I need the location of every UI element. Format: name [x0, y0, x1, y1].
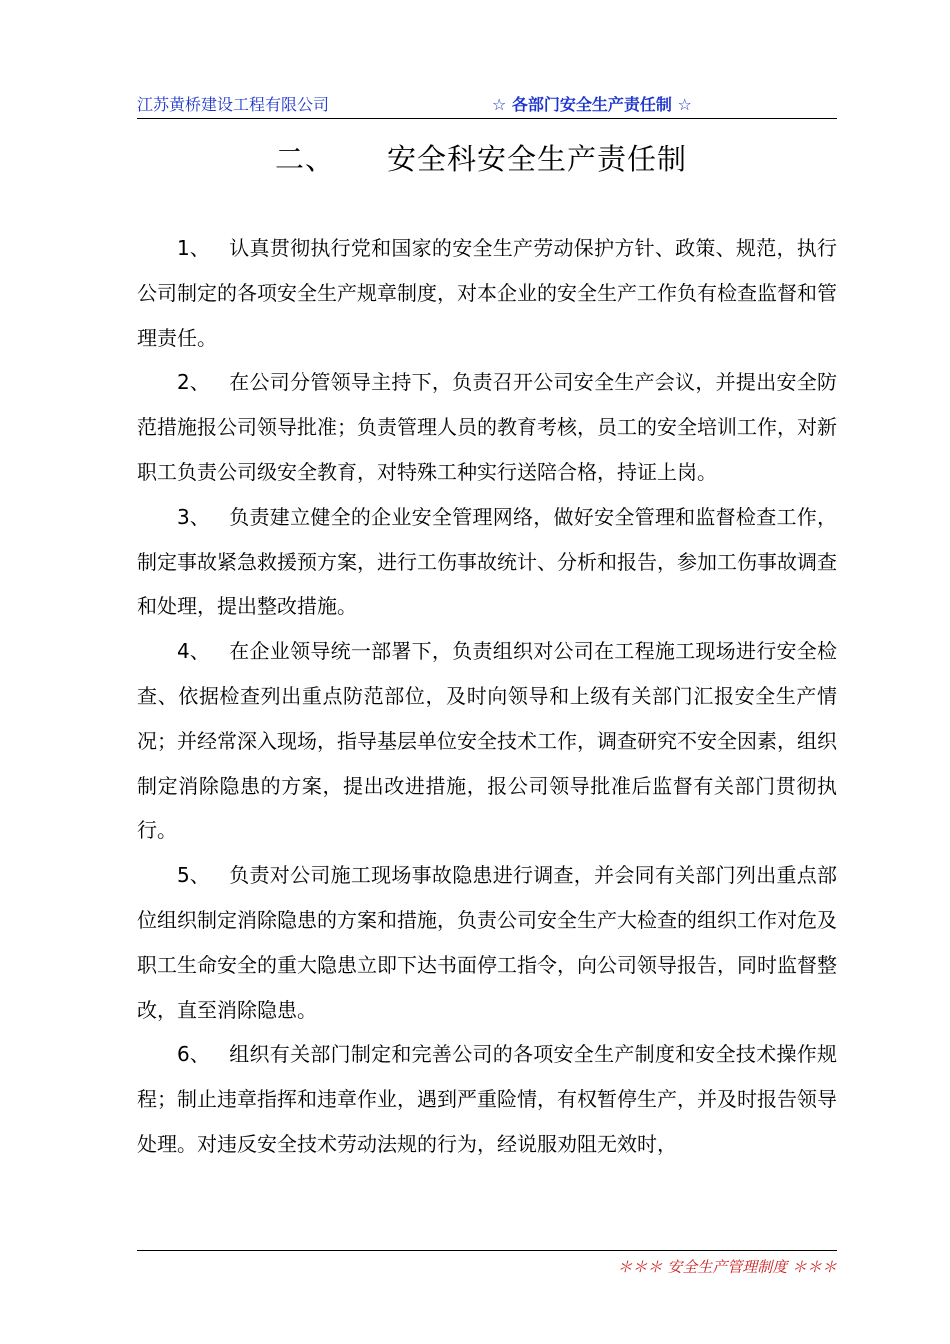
page-header: [137, 88, 837, 119]
section-title-text: 安全科安全生产责任制: [387, 142, 688, 176]
section-number: 二、: [275, 142, 336, 176]
paragraph-2: [137, 360, 837, 494]
header-company-name: 江苏黄桥建设工程有限公司: [137, 95, 330, 114]
paragraph-number: 5、: [177, 863, 210, 888]
paragraph-1: [137, 226, 837, 360]
paragraph-number: 2、: [177, 370, 210, 395]
paragraph-number: 1、: [177, 236, 210, 260]
paragraph-text: 在公司分管领导主持下，负责召开公司安全生产会议，并提出安全防范措施报公司领导批准；负责管理人员的教育考核，员工的安全培训工作，对新职工负责公司级安全教育，对特殊工种实行送陪合格，持证上岗。: [137, 370, 837, 484]
paragraph-text: 在企业领导统一部署下，负责组织对公司在工程施工现场进行安全检查、依据检查列出重点防范部位，及时向领导和上级有关部门汇报安全生产情况；并经常深入现场，指导基层单位安全技术工作，调查研究不安全因素，组织制定消除隐患的方案，提出改进措施，报公司领导批准后监督有关部门贯彻执行。: [137, 639, 837, 843]
paragraph-3: [137, 495, 837, 629]
paragraph-6: [137, 1032, 837, 1166]
section-title: [275, 137, 687, 178]
header-document-title: ☆ 各部门安全生产责任制 ☆: [492, 95, 692, 114]
paragraph-5: [137, 853, 837, 1032]
paragraph-text: 认真贯彻执行党和国家的安全生产劳动保护方针、政策、规范，执行公司制定的各项安全生产规章制度，对本企业的安全生产工作负有检查监督和管理责任。: [137, 236, 837, 350]
paragraph-text: 负责对公司施工现场事故隐患进行调查，并会同有关部门列出重点部位组织制定消除隐患的方案和措施，负责公司安全生产大检查的组织工作对危及职工生命安全的重大隐患立即下达书面停工指令，向公司领导报告，同时监督整改，直至消除隐患。: [137, 863, 837, 1022]
paragraph-number: 6、: [177, 1042, 210, 1067]
paragraph-text: 组织有关部门制定和完善公司的各项安全生产制度和安全技术操作规程；制止违章指挥和违章作业，遇到严重险情，有权暂停生产，并及时报告领导处理。对违反安全技术劳动法规的行为，经说服劝阻无效时，: [137, 1042, 837, 1156]
footer-label: ＊＊＊ 安全生产管理制度 ＊＊＊: [617, 1258, 837, 1276]
paragraph-4: [137, 629, 837, 853]
footer-divider: [137, 1250, 837, 1251]
paragraph-text: 负责建立健全的企业安全管理网络，做好安全管理和监督检查工作，制定事故紧急救援预方案，进行工伤事故统计、分析和报告，参加工伤事故调查和处理，提出整改措施。: [137, 504, 837, 619]
paragraph-number: 3、: [177, 504, 210, 529]
paragraph-number: 4、: [177, 639, 210, 664]
document-body: [137, 226, 837, 1167]
